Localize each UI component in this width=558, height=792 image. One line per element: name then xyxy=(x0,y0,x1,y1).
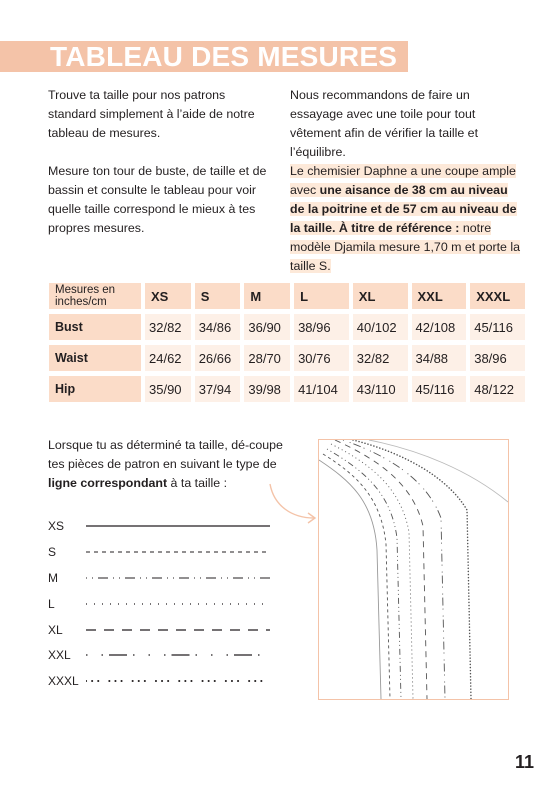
legend-label-l: L xyxy=(48,597,55,611)
size-chart-table xyxy=(45,278,529,407)
table-row-waist xyxy=(49,345,525,371)
size-header-xl: XL xyxy=(353,283,408,309)
line-legend-intro xyxy=(48,436,298,493)
table-row-hip xyxy=(49,376,525,402)
fit-note-bold: une aisance de 38 cm au niveau de la poitrine et de 57 cm au niveau de la taille. À titre de référence : xyxy=(290,183,517,235)
legend-label-xxl: XXL xyxy=(48,648,71,662)
legend-intro-text-2: à ta taille : xyxy=(167,476,228,490)
table-cell: 34/86 xyxy=(195,314,241,340)
row-label-waist: Waist xyxy=(49,345,141,371)
legend-label-s: S xyxy=(48,545,57,559)
line-sample-xxxl xyxy=(86,676,276,686)
page-number: 11 xyxy=(514,752,534,772)
size-header-xxl: XXL xyxy=(412,283,467,309)
table-cell: 30/76 xyxy=(294,345,349,371)
legend-label-xl: XL xyxy=(48,623,63,637)
fit-note-text-1: Le chemisier Daphne a une coupe ample avec xyxy=(290,164,516,197)
fit-note-text-2: notre modèle Djamila mesure 1,70 m et porte la taille S. xyxy=(290,221,521,273)
table-cell: 35/90 xyxy=(145,376,191,402)
page-title: TABLEAU DES MESURES xyxy=(50,41,398,72)
size-header-row xyxy=(49,283,525,309)
size-header-l: L xyxy=(294,283,349,309)
table-cell: 40/102 xyxy=(353,314,408,340)
table-cell: 26/66 xyxy=(195,345,241,371)
table-cell: 24/62 xyxy=(145,345,191,371)
legend-intro-text-1: Lorsque tu as déterminé ta taille, dé-coupe tes pièces de patron en suivant le type de xyxy=(48,438,283,471)
intro-paragraph-1: Trouve ta taille pour nos patrons standard simplement à l’aide de notre tableau de mesures. xyxy=(48,88,255,140)
table-cell: 32/82 xyxy=(353,345,408,371)
legend-label-xs: XS xyxy=(48,519,65,533)
table-cell: 37/94 xyxy=(195,376,241,402)
table-cell: 48/122 xyxy=(470,376,525,402)
intro-right-column xyxy=(290,86,522,295)
line-sample-xs xyxy=(86,521,276,531)
curved-arrow-icon xyxy=(266,480,322,528)
size-header-xxxl: XXXL xyxy=(470,283,525,309)
pattern-lines-illustration xyxy=(318,439,509,700)
recommendation-paragraph: Nous recommandons de faire un essayage avec une toile pour tout vêtement afin de vérifier la taille et l’équilibre. xyxy=(290,88,479,159)
table-cell: 42/108 xyxy=(412,314,467,340)
legend-label-xxxl: XXXL xyxy=(48,674,79,688)
legend-intro-bold: ligne correspondant xyxy=(48,476,168,490)
table-cell: 39/98 xyxy=(244,376,290,402)
table-cell: 36/90 xyxy=(244,314,290,340)
table-cell: 38/96 xyxy=(294,314,349,340)
line-sample-m xyxy=(86,573,276,583)
row-label-hip: Hip xyxy=(49,376,141,402)
table-cell: 43/110 xyxy=(353,376,408,402)
intro-paragraph-2: Mesure ton tour de buste, de taille et de bassin et consulte le tableau pour voir quelle taille correspond le mieux à tes propres mesures. xyxy=(48,164,267,235)
table-cell: 41/104 xyxy=(294,376,349,402)
line-sample-l xyxy=(86,599,276,609)
table-cell: 45/116 xyxy=(412,376,467,402)
table-cell: 38/96 xyxy=(470,345,525,371)
pattern-drawing xyxy=(319,440,508,699)
size-header-s: S xyxy=(195,283,241,309)
table-header-label: Mesures en inches/cm xyxy=(49,283,141,309)
table-cell: 45/116 xyxy=(470,314,525,340)
table-cell: 34/88 xyxy=(412,345,467,371)
fit-note-paragraph xyxy=(290,162,522,276)
table-cell: 32/82 xyxy=(145,314,191,340)
legend-label-m: M xyxy=(48,571,58,585)
row-label-bust: Bust xyxy=(49,314,141,340)
size-header-xs: XS xyxy=(145,283,191,309)
line-sample-s xyxy=(86,547,276,557)
table-cell: 28/70 xyxy=(244,345,290,371)
intro-left-column xyxy=(48,86,273,257)
line-sample-xl xyxy=(86,625,276,635)
table-row-bust xyxy=(49,314,525,340)
line-sample-xxl xyxy=(86,650,276,660)
size-header-m: M xyxy=(244,283,290,309)
